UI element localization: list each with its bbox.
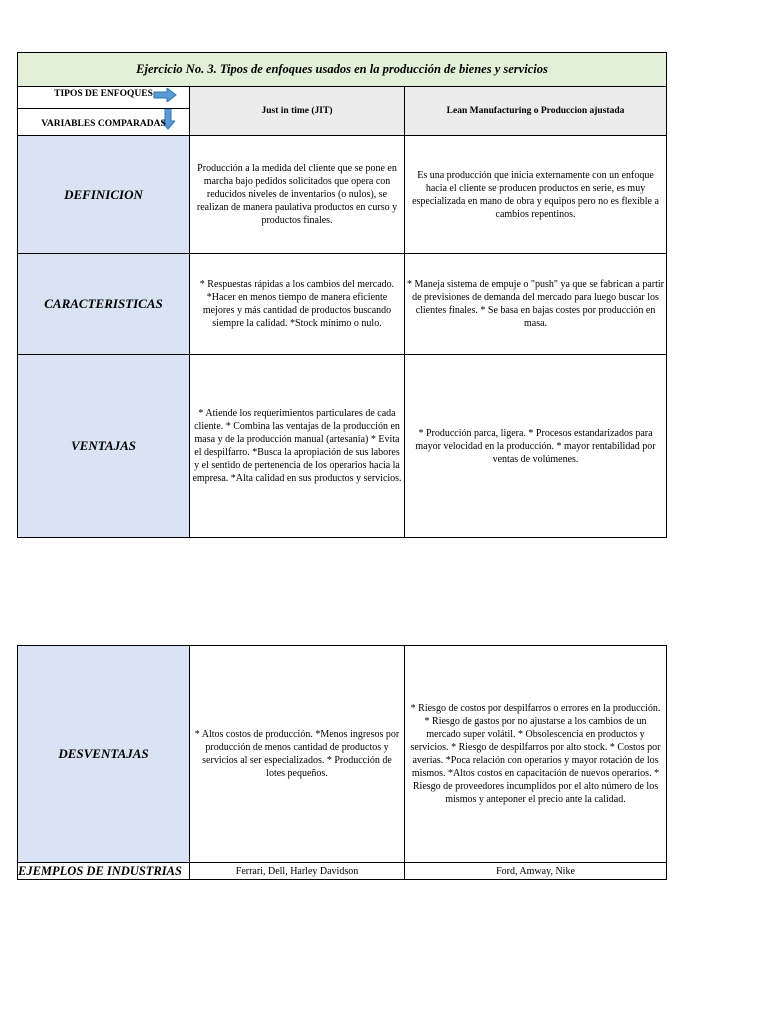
row-label-caracteristicas: CARACTERISTICAS — [18, 254, 190, 355]
cell-lean-ejemplos: Ford, Amway, Nike — [405, 863, 667, 880]
row-label-desventajas: DESVENTAJAS — [18, 646, 190, 863]
header-corner-cell — [18, 87, 190, 136]
column-header-jit: Just in time (JIT) — [190, 87, 405, 136]
cell-jit-ventajas: * Atiende los requerimientos particulares de cada cliente. * Combina las ventajas de la producción en masa y de la producción manual (artesanía) * Evita el despilfarro. *Busca la apropiación de sus labores y el sentido de pertenencia de los operarios hacia la empresa. *Alta calidad en sus productos y servicios. — [190, 355, 405, 538]
cell-lean-ventajas: * Producción parca, ligera. * Procesos estandarizados para mayor velocidad en la producción. * mayor rentabilidad por ventas de volúmenes. — [405, 355, 667, 538]
table-row — [18, 254, 667, 355]
column-header-lean: Lean Manufacturing o Produccion ajustada — [405, 87, 667, 136]
cell-lean-definicion: Es una producción que inicia externamente con un enfoque hacia el cliente se producen productos en serie, es muy especializada en mano de obra y equipos pero no es flexible a cambios repentinos. — [405, 136, 667, 254]
cell-jit-ejemplos: Ferrari, Dell, Harley Davidson — [190, 863, 405, 880]
comparison-table — [17, 52, 667, 538]
cell-lean-caracteristicas: * Maneja sistema de empuje o "push" ya que se fabrican a partir de previsiones de demanda del mercado para luego buscar los clientes finales. * Se basa en bajas costes por producción en masa. — [405, 254, 667, 355]
table-title: Ejercicio No. 3. Tipos de enfoques usados en la producción de bienes y servicios — [18, 53, 667, 87]
table-row — [18, 646, 667, 863]
comparison-table-continued — [17, 645, 667, 880]
table-row — [18, 136, 667, 254]
row-label-ventajas: VENTAJAS — [18, 355, 190, 538]
table-row — [18, 863, 667, 880]
cell-jit-desventajas: * Altos costos de producción. *Menos ingresos por producción de menos cantidad de productos y servicios al ser especializados. * Producción de lotes pequeños. — [190, 646, 405, 863]
cell-lean-desventajas: * Riesgo de costos por despilfarros o errores en la producción. * Riesgo de gastos por no ajustarse a los cambios de un mercado super volátil. * Obsolescencia en productos y servicios. * Riesgo de despilfarros por alto stock. * Costos por averias. *Poca relación con operarios y mayor rotación de los mismos. *Altos costos en capacitación de nuevos operarios. * Riesgo de proveedores incumplidos por el alto número de los mismos y anteponer el precio ante la calidad. — [405, 646, 667, 863]
cell-jit-caracteristicas: * Respuestas rápidas a los cambios del mercado. *Hacer en menos tiempo de manera eficiente mejores y más cantidad de productos buscando siempre la calidad. *Stock mínimo o nulo. — [190, 254, 405, 355]
tipos-label: TIPOS DE ENFOQUES — [54, 89, 153, 99]
row-label-ejemplos: EJEMPLOS DE INDUSTRIAS — [18, 863, 190, 880]
table-row — [18, 355, 667, 538]
cell-jit-definicion: Producción a la medida del cliente que se pone en marcha bajo pedidos solicitados que opera con reducidos niveles de inventarios (o nulos), se realizan de manera paulativa productos en curso y productos finales. — [190, 136, 405, 254]
arrow-right-icon — [153, 88, 177, 102]
variables-label: VARIABLES COMPARADAS — [18, 108, 189, 135]
row-label-definicion: DEFINICION — [18, 136, 190, 254]
